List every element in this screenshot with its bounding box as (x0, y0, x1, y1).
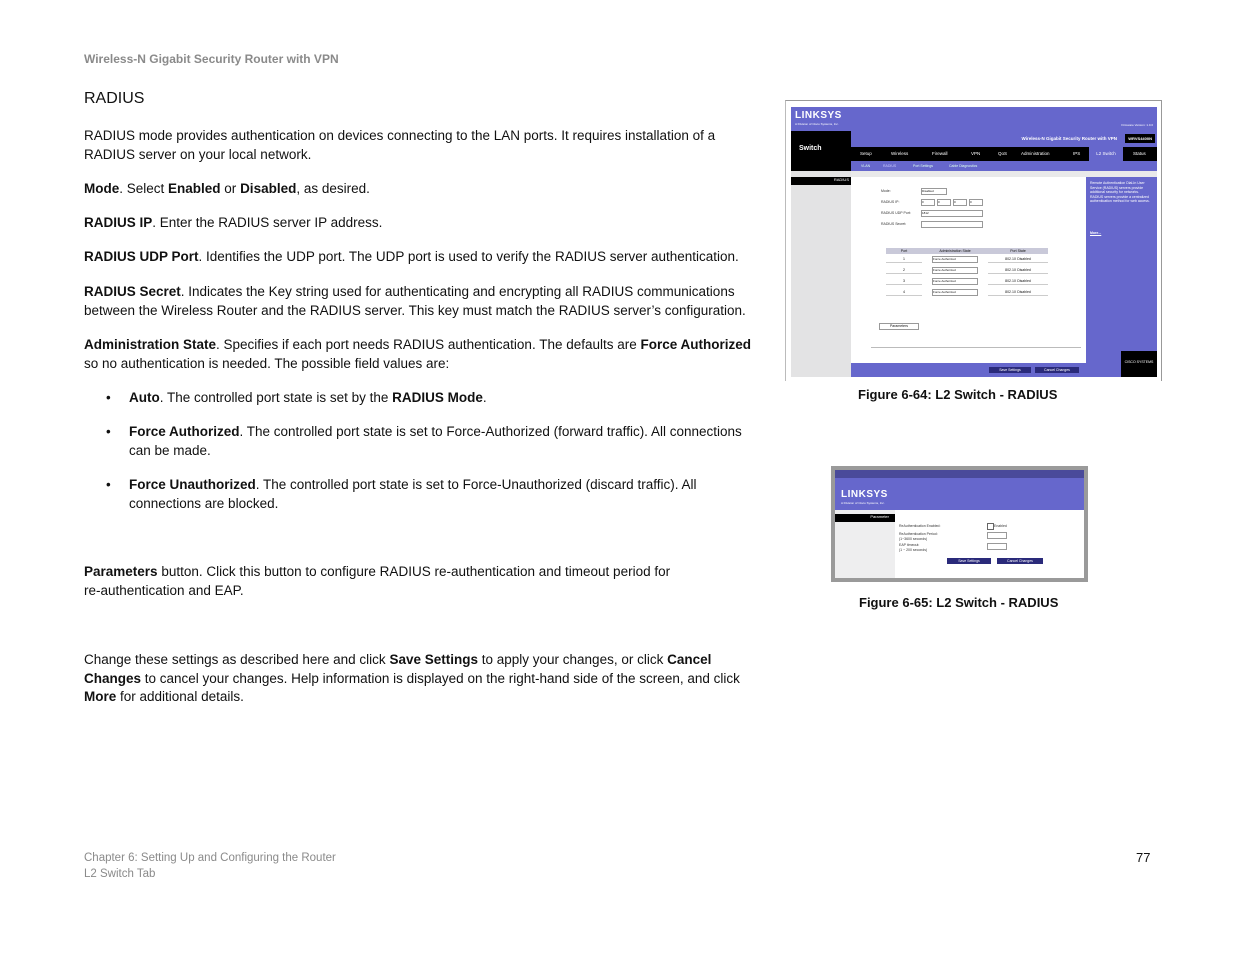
sidebar-label: RADIUS (833, 177, 849, 182)
cell-port: 1 (886, 256, 922, 263)
radius-udp-paragraph (84, 248, 764, 267)
admin-force-authorized: Force Authorized (640, 337, 752, 352)
udp-port-label: RADIUS UDP Port: (881, 211, 911, 215)
parameters-button[interactable]: Parameters (879, 323, 919, 330)
figure-2-caption: Figure 6-65: L2 Switch - RADIUS (859, 595, 1059, 610)
ip-octet-4[interactable]: 0 (969, 199, 983, 206)
closing-cancel-changes: Cancel Changes (84, 652, 712, 686)
cell-port-state: 802.1X Disabled (988, 289, 1048, 296)
bullet-mark: • (106, 424, 111, 439)
firmware-version: Firmware Version: 1.0.0 (1121, 123, 1153, 127)
closing-text-2: to apply your changes, or click (477, 652, 668, 667)
sub-tabs (851, 161, 1157, 171)
more-link[interactable]: More... (1090, 231, 1102, 235)
reauth-period-input[interactable] (987, 532, 1007, 539)
tab-ips[interactable]: IPS (1073, 151, 1081, 156)
cell-port: 2 (886, 267, 922, 274)
figure-l2-switch-radius-screenshot (785, 100, 1162, 381)
ip-octet-3[interactable]: 0 (953, 199, 967, 206)
ip-octet-2[interactable]: 0 (937, 199, 951, 206)
term-force-authorized: Force Authorized (129, 424, 240, 439)
tab-setup[interactable]: Setup (860, 151, 872, 156)
figure-parameters-screenshot (831, 466, 1088, 582)
reauth-period-label: ReAuthentication Period: (899, 532, 938, 536)
footer-tab: L2 Switch Tab (84, 868, 156, 880)
product-title: Wireless-N Gigabit Security Router with VPN (1021, 136, 1117, 141)
closing-text-4: for additional details. (116, 689, 244, 704)
term-admin-state: Administration State (84, 337, 217, 352)
force-authorized-text: . The controlled port state is set to Force-Authorized (forward traffic). All connections can be made. (129, 424, 742, 458)
intro-paragraph: RADIUS mode provides authentication on devices connecting to the LAN ports. It requires installation of a RADIUS server on your local network. (84, 128, 716, 162)
running-header: Wireless-N Gigabit Security Router with VPN (84, 52, 339, 66)
bullet-mark: • (106, 477, 111, 492)
subtab-cable-diagnostics[interactable]: Cable Diagnostics (949, 164, 978, 168)
term-radius-ip: RADIUS IP (84, 215, 153, 230)
footer (84, 850, 336, 882)
tab-wireless[interactable]: Wireless (891, 151, 909, 156)
reauth-period-range: (1~3600 seconds) (899, 537, 928, 541)
enabled-label: Enabled (994, 524, 1007, 528)
secret-input[interactable] (921, 221, 983, 228)
admin-state-paragraph (84, 336, 764, 373)
section-label-box (791, 131, 851, 171)
term-force-unauthorized: Force Unauthorized (129, 477, 256, 492)
page-number: 77 (1136, 850, 1151, 865)
closing-save-settings: Save Settings (389, 652, 478, 667)
col-admin-state: Administration State (922, 248, 988, 254)
cisco-text: CISCO SYSTEMS (1124, 360, 1154, 364)
tab-status[interactable]: Status (1133, 151, 1146, 156)
term-radius-secret: RADIUS Secret (84, 284, 181, 299)
eap-timeout-range: (1 ~ 200 seconds) (899, 548, 928, 552)
mode-paragraph (84, 180, 764, 199)
enabled-checkbox[interactable] (987, 523, 994, 530)
col-port: Port (886, 248, 922, 254)
parameters-text: button. Click this button to configure RADIUS re-authentication and timeout period for re-authentication and EAP. (84, 564, 671, 598)
help-text: Remote Authentication Dial-In User Service (RADIUS) servers provide additional security for networks. RADIUS servers provide a centralized authentication method for web access. (1090, 181, 1150, 203)
closing-paragraph (84, 651, 754, 707)
logo-banner (835, 478, 1084, 510)
closing-more: More (84, 689, 117, 704)
left-panel (791, 171, 851, 377)
cell-port-state: 802.1X Disabled (988, 256, 1048, 263)
mode-enabled: Enabled (168, 181, 221, 196)
subtab-port-settings[interactable]: Port Settings (913, 164, 934, 168)
radius-secret-paragraph (84, 283, 764, 320)
model-badge: WRVS4400N (1125, 134, 1155, 143)
udp-port-input[interactable]: 1812 (921, 210, 983, 217)
figure-1-caption: Figure 6-64: L2 Switch - RADIUS (858, 387, 1058, 402)
admin-text-1: . Specifies if each port needs RADIUS authentication. The defaults are (216, 337, 641, 352)
router-ui (791, 107, 1157, 377)
linksys-logo: LINKSYS (841, 489, 888, 500)
divider (871, 347, 1081, 348)
product-title-row (851, 133, 1157, 145)
bullet-auto (129, 389, 759, 408)
admin-state-select[interactable]: Force Authorized (932, 278, 978, 285)
closing-text-3: to cancel your changes. Help information is displayed on the right-hand side of the screen, and click (141, 670, 740, 686)
tab-administration[interactable]: Administration (1021, 151, 1050, 156)
eap-timeout-label: EAP timeout: (899, 543, 920, 547)
bullet-mark: • (106, 390, 111, 405)
radius-ip-text: . Enter the RADIUS server IP address. (152, 215, 383, 230)
eap-timeout-input[interactable] (987, 543, 1007, 550)
logo-subtitle: A Division of Cisco Systems, Inc. (795, 122, 839, 126)
mode-text-1: . Select (119, 181, 169, 196)
section-title: RADIUS (84, 90, 145, 107)
parameters-ui (835, 470, 1084, 578)
cell-port-state: 802.1X Disabled (988, 267, 1048, 274)
cell-port-state: 802.1X Disabled (988, 278, 1048, 285)
radius-udp-text: . Identifies the UDP port. The UDP port is used to verify the RADIUS server authentication. (198, 249, 739, 264)
save-settings-button[interactable]: Save Settings (947, 558, 991, 564)
parameters-paragraph (84, 563, 684, 600)
main-tabs (851, 147, 1157, 161)
force-unauthorized-text: . The controlled port state is set to Force-Unauthorized (discard traffic). All connections are blocked. (129, 477, 697, 511)
bottom-bar (851, 363, 1157, 377)
auto-text-2: . (482, 390, 487, 405)
section-label: Switch (799, 145, 822, 152)
save-settings-button[interactable]: Save Settings (989, 367, 1031, 373)
mode-label: Mode: (881, 189, 891, 193)
auto-radius-mode: RADIUS Mode (392, 390, 483, 405)
help-panel (1086, 177, 1157, 363)
admin-state-select[interactable]: Force Authorized (932, 289, 978, 296)
sidebar-label: Parameter (870, 514, 889, 519)
cisco-logo (1121, 351, 1157, 377)
closing-text-1: Change these settings as described here and click (84, 652, 390, 667)
cell-port: 3 (886, 278, 922, 285)
auto-text-1: . The controlled port state is set by the (159, 390, 393, 405)
ip-octet-1[interactable]: 0 (921, 199, 935, 206)
term-auto: Auto (129, 390, 160, 405)
sidebar-heading (835, 514, 895, 522)
mode-text-3: , as desired. (296, 181, 370, 196)
subtab-radius[interactable]: RADIUS (883, 164, 897, 168)
radius-secret-text: . Indicates the Key string used for authenticating and encrypting all RADIUS communications between the Wireless Router and the RADIUS server. This key must match the RADIUS server’s configuration. (84, 284, 746, 318)
term-parameters: Parameters (84, 564, 158, 579)
bullet-force-authorized (129, 423, 759, 460)
subtab-vlan[interactable]: VLAN (861, 164, 871, 168)
tab-vpn[interactable]: VPN (971, 151, 981, 156)
term-mode: Mode (84, 181, 120, 196)
admin-state-select[interactable]: Force Authorized (932, 267, 978, 274)
reauth-enabled-label: ReAuthentication Enabled: (899, 524, 941, 528)
radius-ip-paragraph (84, 214, 764, 233)
tab-l2-switch[interactable]: L2 Switch (1089, 147, 1123, 161)
admin-text-2: so no authentication is needed. The possible field values are: (84, 355, 450, 371)
mode-disabled: Disabled (240, 181, 297, 196)
tab-firewall[interactable]: Firewall (932, 151, 948, 156)
cell-port: 4 (886, 289, 922, 296)
radius-ip-label: RADIUS IP: (881, 200, 900, 204)
secret-label: RADIUS Secret: (881, 222, 907, 226)
tab-qos[interactable]: QoS (998, 151, 1008, 156)
linksys-logo: LINKSYS (795, 110, 842, 121)
cancel-changes-button[interactable]: Cancel Changes (1035, 367, 1079, 373)
footer-chapter: Chapter 6: Setting Up and Configuring the Router (84, 852, 336, 864)
term-radius-udp: RADIUS UDP Port (84, 249, 199, 264)
parameters-form (895, 510, 1084, 578)
admin-state-select[interactable]: Force Authorized (932, 256, 978, 263)
bullet-force-unauthorized (129, 476, 759, 513)
logo-subtitle: A Division of Cisco Systems, Inc. (841, 501, 885, 505)
mode-select[interactable]: Disabled (921, 188, 947, 195)
cancel-changes-button[interactable]: Cancel Changes (997, 558, 1043, 564)
top-banner (791, 107, 1157, 131)
mode-text-2: or (220, 181, 241, 196)
top-strip (835, 470, 1084, 478)
col-port-state: Port State (988, 248, 1048, 254)
form-area (851, 177, 1086, 363)
sidebar-heading (791, 177, 851, 185)
